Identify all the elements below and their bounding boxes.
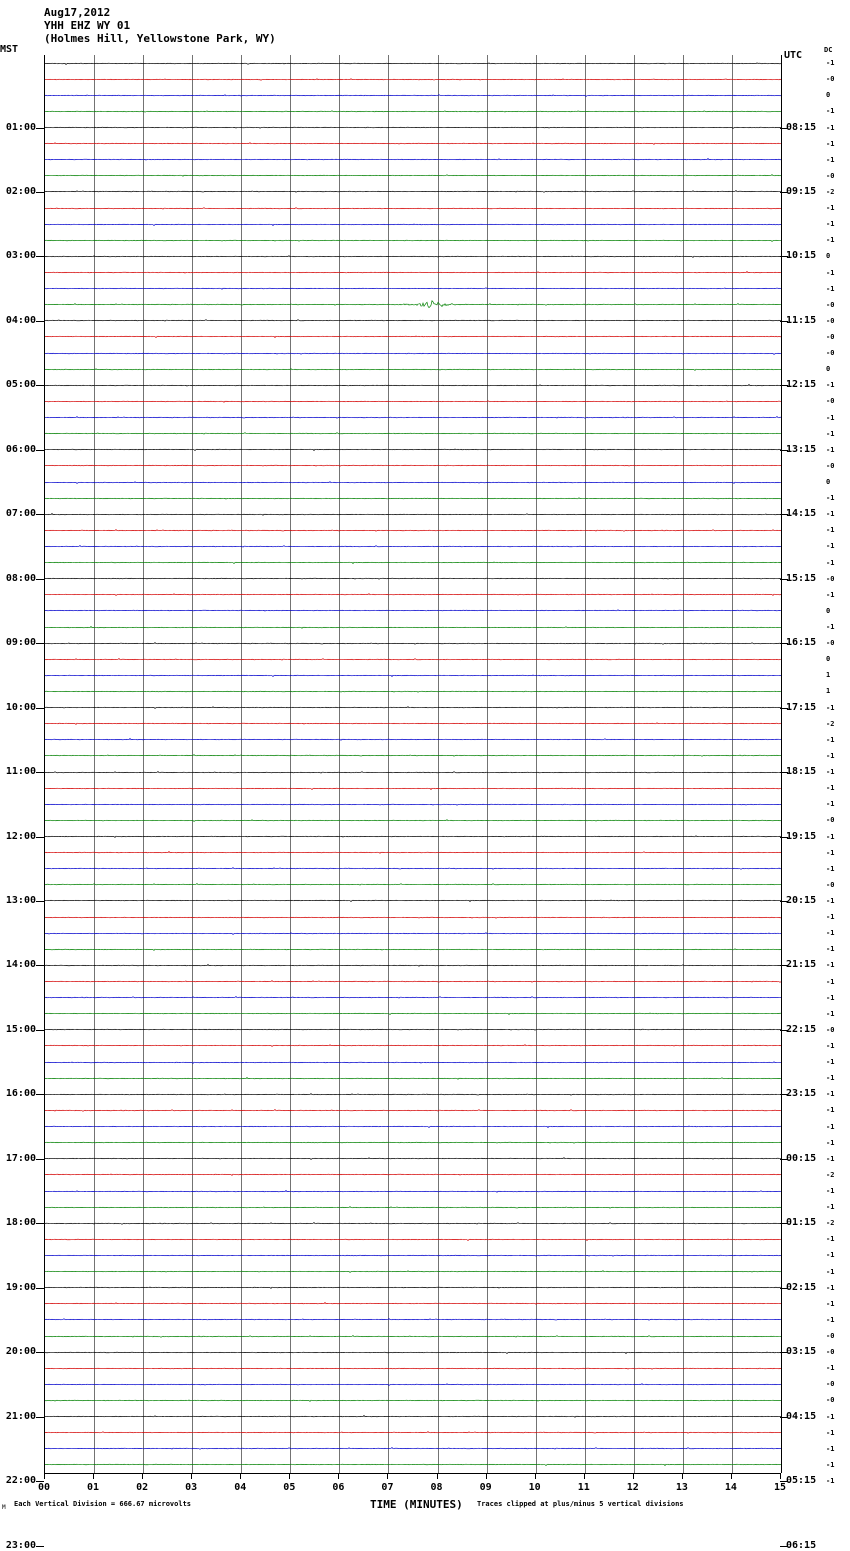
- right-hour-label: 23:15: [786, 1088, 817, 1100]
- dc-value: -1: [826, 1477, 835, 1486]
- seismic-trace: [45, 1153, 781, 1164]
- helicorder-plot: [44, 55, 782, 1473]
- dc-value: -1: [826, 445, 835, 454]
- left-hour-tick: [36, 1288, 44, 1289]
- right-hour-label: 14:15: [786, 508, 817, 520]
- seismic-trace: [45, 58, 781, 69]
- seismic-trace: [45, 267, 781, 278]
- x-axis-tick-label: 01: [87, 1482, 100, 1493]
- dc-value: -2: [826, 1219, 835, 1228]
- seismic-trace: [45, 74, 781, 85]
- seismic-trace: [45, 638, 781, 649]
- seismic-trace: [45, 90, 781, 101]
- dc-value: -1: [826, 1299, 835, 1308]
- left-hour-label: 22:00: [5, 1475, 36, 1487]
- dc-value: -1: [826, 800, 835, 809]
- dc-value: 0: [826, 655, 831, 664]
- right-hour-label: 18:15: [786, 766, 817, 778]
- x-axis-tick: [682, 1473, 683, 1479]
- seismic-trace: [45, 670, 781, 681]
- x-axis-tick-label: 10: [528, 1482, 541, 1493]
- seismic-trace: [45, 1186, 781, 1197]
- seismic-trace: [45, 686, 781, 697]
- seismic-trace: [45, 1363, 781, 1374]
- dc-value: -1: [826, 1203, 835, 1212]
- seismic-trace: [45, 1411, 781, 1422]
- dc-value: -1: [826, 494, 835, 503]
- dc-value: -0: [826, 1025, 835, 1034]
- seismic-trace: [45, 186, 781, 197]
- x-axis-tick: [240, 1473, 241, 1479]
- seismic-trace: [45, 1250, 781, 1261]
- x-axis-tick-label: 02: [136, 1482, 149, 1493]
- left-hour-label: 20:00: [5, 1346, 36, 1358]
- seismic-trace: [45, 477, 781, 488]
- seismic-trace: [45, 912, 781, 923]
- dc-value: -1: [826, 832, 835, 841]
- x-axis-tick: [44, 1473, 45, 1479]
- seismic-trace: [45, 831, 781, 842]
- right-hour-label: 19:15: [786, 830, 817, 842]
- left-hour-label: 15:00: [5, 1023, 36, 1035]
- seismic-trace: [45, 460, 781, 471]
- dc-value: -1: [826, 768, 835, 777]
- left-hour-tick: [36, 1417, 44, 1418]
- left-hour-tick: [36, 837, 44, 838]
- left-hour-label: 03:00: [5, 250, 36, 262]
- dc-value: -1: [826, 623, 835, 632]
- seismic-trace: [45, 589, 781, 600]
- left-hour-label: 18:00: [5, 1217, 36, 1229]
- dc-value: -1: [826, 784, 835, 793]
- dc-value: -1: [826, 848, 835, 857]
- seismic-trace: [45, 154, 781, 165]
- right-hour-label: 21:15: [786, 959, 817, 971]
- left-hour-tick: [36, 579, 44, 580]
- x-axis-tick-label: 05: [283, 1482, 296, 1493]
- seismic-trace: [45, 251, 781, 262]
- seismic-trace: [45, 992, 781, 1003]
- left-hour-tick: [36, 385, 44, 386]
- left-hour-label: 17:00: [5, 1152, 36, 1164]
- dc-value: 0: [826, 478, 831, 486]
- x-axis-tick: [486, 1473, 487, 1479]
- seismic-trace: [45, 605, 781, 616]
- footer-scale-note: Each Vertical Division = 666.67 microvolts: [14, 1500, 192, 1508]
- dc-value: -1: [826, 751, 835, 760]
- left-hour-label: 23:00: [5, 1539, 36, 1551]
- seismic-trace: [45, 1234, 781, 1245]
- right-hour-label: 09:15: [786, 185, 817, 197]
- dc-value: -0: [826, 171, 835, 180]
- seismic-trace: [45, 1266, 781, 1277]
- dc-value: -1: [826, 1058, 835, 1067]
- dc-value: -1: [826, 220, 835, 229]
- right-hour-label: 12:15: [786, 379, 817, 391]
- right-hour-label: 06:15: [786, 1539, 817, 1551]
- dc-value: -0: [826, 880, 835, 889]
- seismic-trace: [45, 557, 781, 568]
- seismic-trace: [45, 1169, 781, 1180]
- left-hour-label: 09:00: [5, 637, 36, 649]
- dc-value: -1: [826, 1235, 835, 1244]
- left-hour-tick: [36, 321, 44, 322]
- dc-value: -1: [826, 1267, 835, 1276]
- x-axis-tick: [387, 1473, 388, 1479]
- dc-value: -1: [826, 1009, 835, 1018]
- left-hour-tick: [36, 256, 44, 257]
- x-axis-tick: [731, 1473, 732, 1479]
- seismic-trace: [45, 219, 781, 230]
- seismic-trace: [45, 1379, 781, 1390]
- seismic-trace: [45, 960, 781, 971]
- seismic-trace: [45, 541, 781, 552]
- dc-value: -0: [826, 816, 835, 825]
- seismic-trace: [45, 1427, 781, 1438]
- left-hour-label: 04:00: [5, 314, 36, 326]
- left-hour-tick: [36, 128, 44, 129]
- dc-value: -0: [826, 1396, 835, 1405]
- x-axis-tick: [633, 1473, 634, 1479]
- dc-value: -1: [826, 913, 835, 922]
- dc-value: -0: [826, 75, 835, 84]
- x-axis-tick-label: 11: [577, 1482, 590, 1493]
- x-axis-tick-label: 09: [479, 1482, 492, 1493]
- right-hour-label: 08:15: [786, 121, 817, 133]
- left-hour-label: 02:00: [5, 185, 36, 197]
- seismic-trace: [45, 1331, 781, 1342]
- left-hour-label: 14:00: [5, 959, 36, 971]
- dc-column-label: DC: [824, 46, 833, 54]
- dc-value: -1: [826, 1283, 835, 1292]
- dc-value: -1: [826, 542, 835, 551]
- seismic-trace: [45, 1314, 781, 1325]
- seismic-trace: [45, 428, 781, 439]
- left-hour-tick: [36, 901, 44, 902]
- dc-value: 0: [826, 91, 831, 100]
- seismic-trace: [45, 1298, 781, 1309]
- dc-value: -1: [826, 59, 835, 68]
- x-axis-tick: [780, 1473, 781, 1479]
- seismic-trace: [45, 396, 781, 407]
- seismic-trace: [45, 767, 781, 778]
- header-block: [44, 6, 276, 45]
- seismic-trace: [45, 702, 781, 713]
- dc-value: -0: [826, 1380, 835, 1389]
- dc-value: -1: [826, 1074, 835, 1083]
- dc-value: -1: [826, 123, 835, 132]
- dc-value: 0: [826, 365, 831, 374]
- right-hour-label: 20:15: [786, 894, 817, 906]
- x-axis-tick: [338, 1473, 339, 1479]
- header-station: YHH EHZ WY 01: [44, 19, 131, 32]
- left-hour-label: 06:00: [5, 443, 36, 455]
- seismic-trace: [45, 1459, 781, 1470]
- x-axis-tick-label: 12: [626, 1482, 639, 1493]
- dc-value: -1: [826, 429, 835, 438]
- seismic-trace: [45, 412, 781, 423]
- dc-value: -1: [826, 1428, 835, 1437]
- dc-value: -1: [826, 896, 835, 905]
- seismic-trace: [45, 879, 781, 890]
- left-hour-tick: [36, 514, 44, 515]
- x-axis-tick-label: 04: [234, 1482, 247, 1493]
- right-hour-label: 02:15: [786, 1281, 817, 1293]
- seismic-trace: [45, 444, 781, 455]
- seismic-trace: [45, 380, 781, 391]
- dc-value: -1: [826, 1090, 835, 1099]
- seismic-trace: [45, 622, 781, 633]
- seismic-trace: [45, 1443, 781, 1454]
- dc-value: -1: [826, 1460, 835, 1469]
- seismic-trace: [45, 203, 781, 214]
- right-hour-label: 17:15: [786, 701, 817, 713]
- dc-value: -1: [826, 864, 835, 873]
- x-axis-tick-label: 07: [381, 1482, 394, 1493]
- dc-value: -2: [826, 719, 835, 728]
- left-hour-label: 13:00: [5, 894, 36, 906]
- seismic-trace: [45, 235, 781, 246]
- x-axis-tick: [93, 1473, 94, 1479]
- x-axis-tick-label: 08: [430, 1482, 443, 1493]
- dc-value: -0: [826, 397, 835, 406]
- x-axis-tick-label: 15: [773, 1482, 787, 1493]
- seismic-trace: [45, 170, 781, 181]
- dc-value: 1: [826, 687, 831, 696]
- x-axis-tick-label: 00: [37, 1482, 51, 1493]
- dc-value: -0: [826, 574, 835, 583]
- x-axis-tick: [289, 1473, 290, 1479]
- seismic-trace: [45, 525, 781, 536]
- dc-value: 0: [826, 252, 831, 261]
- dc-value: -1: [826, 929, 835, 938]
- x-axis-tick-label: 06: [332, 1482, 345, 1493]
- seismic-trace: [45, 1347, 781, 1358]
- dc-value: -0: [826, 1348, 835, 1357]
- seismic-trace: [45, 1024, 781, 1035]
- dc-value: -1: [826, 558, 835, 567]
- right-hour-label: 01:15: [786, 1217, 817, 1229]
- dc-value: -1: [826, 1138, 835, 1147]
- left-hour-tick: [36, 643, 44, 644]
- dc-value: -1: [826, 155, 835, 164]
- dc-value: -1: [826, 1122, 835, 1131]
- left-hour-label: 16:00: [5, 1088, 36, 1100]
- left-hour-tick: [36, 965, 44, 966]
- header-location: (Holmes Hill, Yellowstone Park, WY): [44, 32, 276, 45]
- left-hour-label: 12:00: [5, 830, 36, 842]
- seismic-trace: [45, 493, 781, 504]
- left-hour-label: 19:00: [5, 1281, 36, 1293]
- seismic-trace: [45, 815, 781, 826]
- seismic-trace: [45, 573, 781, 584]
- seismic-trace: [45, 734, 781, 745]
- dc-value: -1: [826, 1315, 835, 1324]
- left-hour-label: 01:00: [5, 121, 36, 133]
- seismic-trace: [45, 1105, 781, 1116]
- left-hour-tick: [36, 1546, 44, 1547]
- dc-value: -0: [826, 461, 835, 470]
- left-hour-tick: [36, 1352, 44, 1353]
- dc-value: -1: [826, 1106, 835, 1115]
- dc-value: -1: [826, 107, 835, 116]
- seismic-trace: [45, 122, 781, 133]
- dc-value: -1: [826, 735, 835, 744]
- left-hour-label: 11:00: [5, 766, 36, 778]
- dc-value: -1: [826, 993, 835, 1002]
- left-hour-tick: [36, 1223, 44, 1224]
- right-hour-label: 13:15: [786, 443, 817, 455]
- left-hour-label: 05:00: [5, 379, 36, 391]
- left-hour-label: 10:00: [5, 701, 36, 713]
- x-axis-tick: [142, 1473, 143, 1479]
- seismic-trace: [45, 1057, 781, 1068]
- dc-value: -1: [826, 703, 835, 712]
- seismic-trace: [45, 1137, 781, 1148]
- left-hour-label: 08:00: [5, 572, 36, 584]
- seismic-trace: [45, 718, 781, 729]
- dc-value: -1: [826, 236, 835, 245]
- left-hour-tick: [36, 708, 44, 709]
- seismic-trace: [45, 654, 781, 665]
- seismic-trace: [45, 509, 781, 520]
- dc-value: -1: [826, 1187, 835, 1195]
- seismic-trace: [45, 1395, 781, 1406]
- dc-value: -1: [826, 590, 835, 599]
- dc-value: -1: [826, 268, 835, 277]
- seismic-trace: [45, 138, 781, 149]
- dc-value: -1: [826, 381, 835, 390]
- dc-value: 0: [826, 606, 831, 615]
- seismic-trace: [45, 1008, 781, 1019]
- right-hour-label: 00:15: [786, 1152, 817, 1164]
- footer-scale-unit: M: [2, 1504, 6, 1511]
- seismic-trace: [45, 1282, 781, 1293]
- right-hour-label: 22:15: [786, 1023, 817, 1035]
- left-hour-tick: [36, 192, 44, 193]
- dc-value: -1: [826, 945, 835, 954]
- footer-clip-note: Traces clipped at plus/minus 5 vertical divisions: [477, 1500, 684, 1508]
- left-hour-tick: [36, 450, 44, 451]
- header-date: Aug17,2012: [44, 6, 111, 19]
- seismic-trace: [45, 283, 781, 294]
- dc-value: -1: [826, 139, 835, 148]
- left-hour-label: 21:00: [5, 1410, 36, 1422]
- x-axis-tick: [535, 1473, 536, 1479]
- right-hour-label: 10:15: [786, 250, 817, 262]
- seismic-trace: [45, 299, 781, 310]
- x-axis-tick-label: 14: [724, 1482, 737, 1493]
- seismic-trace: [45, 1040, 781, 1051]
- seismic-trace: [45, 895, 781, 906]
- dc-value: -1: [826, 1444, 835, 1453]
- dc-value: -0: [826, 349, 835, 358]
- dc-value: -0: [826, 639, 835, 648]
- dc-value: -1: [826, 1364, 835, 1373]
- seismic-trace: [45, 944, 781, 955]
- seismic-trace: [45, 348, 781, 359]
- right-hour-label: 11:15: [786, 314, 817, 326]
- left-timezone-label: MST: [0, 44, 19, 55]
- left-hour-tick: [36, 772, 44, 773]
- seismic-trace: [45, 1073, 781, 1084]
- x-axis-tick: [437, 1473, 438, 1479]
- dc-value: -1: [826, 284, 835, 293]
- dc-value: -0: [826, 300, 835, 309]
- right-hour-label: 15:15: [786, 572, 817, 584]
- left-hour-tick: [36, 1030, 44, 1031]
- seismic-trace: [45, 106, 781, 117]
- seismic-trace: [45, 331, 781, 342]
- dc-value: -1: [826, 510, 835, 519]
- right-timezone-label: UTC: [784, 50, 803, 61]
- dc-value: -1: [826, 204, 835, 213]
- dc-value: -2: [826, 187, 835, 196]
- seismic-trace: [45, 364, 781, 375]
- x-axis-tick-label: 13: [675, 1482, 688, 1493]
- right-hour-label: 16:15: [786, 637, 817, 649]
- seismic-trace: [45, 1202, 781, 1213]
- right-hour-label: 03:15: [786, 1346, 817, 1358]
- left-hour-label: 07:00: [5, 508, 36, 520]
- dc-value: -1: [826, 1251, 835, 1260]
- x-axis-line: [44, 1473, 781, 1474]
- seismic-trace: [45, 1218, 781, 1229]
- seismic-trace: [45, 928, 781, 939]
- seismic-trace: [45, 315, 781, 326]
- dc-value: -1: [826, 977, 835, 986]
- seismic-trace: [45, 1121, 781, 1132]
- dc-value: -1: [826, 1154, 835, 1163]
- seismic-trace: [45, 976, 781, 987]
- x-axis-title: TIME (MINUTES): [370, 1498, 463, 1511]
- dc-value: 1: [826, 671, 831, 680]
- seismic-trace: [45, 750, 781, 761]
- seismic-trace: [45, 1089, 781, 1100]
- left-hour-tick: [36, 1094, 44, 1095]
- seismic-trace: [45, 783, 781, 794]
- seismic-trace: [45, 863, 781, 874]
- dc-value: -1: [826, 961, 835, 970]
- dc-value: -1: [826, 1412, 835, 1421]
- dc-value: -0: [826, 332, 835, 341]
- dc-value: -2: [826, 1170, 835, 1179]
- x-axis-tick: [584, 1473, 585, 1479]
- dc-value: -1: [826, 413, 835, 422]
- seismic-trace: [45, 847, 781, 858]
- dc-value: -1: [826, 526, 835, 535]
- seismic-trace: [45, 799, 781, 810]
- left-hour-tick: [36, 1159, 44, 1160]
- dc-value: -1: [826, 1041, 835, 1050]
- dc-value: -0: [826, 316, 835, 325]
- x-axis-tick: [191, 1473, 192, 1479]
- right-hour-label: 04:15: [786, 1410, 817, 1422]
- x-axis-tick-label: 03: [185, 1482, 198, 1493]
- right-hour-label: 05:15: [786, 1475, 817, 1487]
- dc-value: -0: [826, 1332, 835, 1341]
